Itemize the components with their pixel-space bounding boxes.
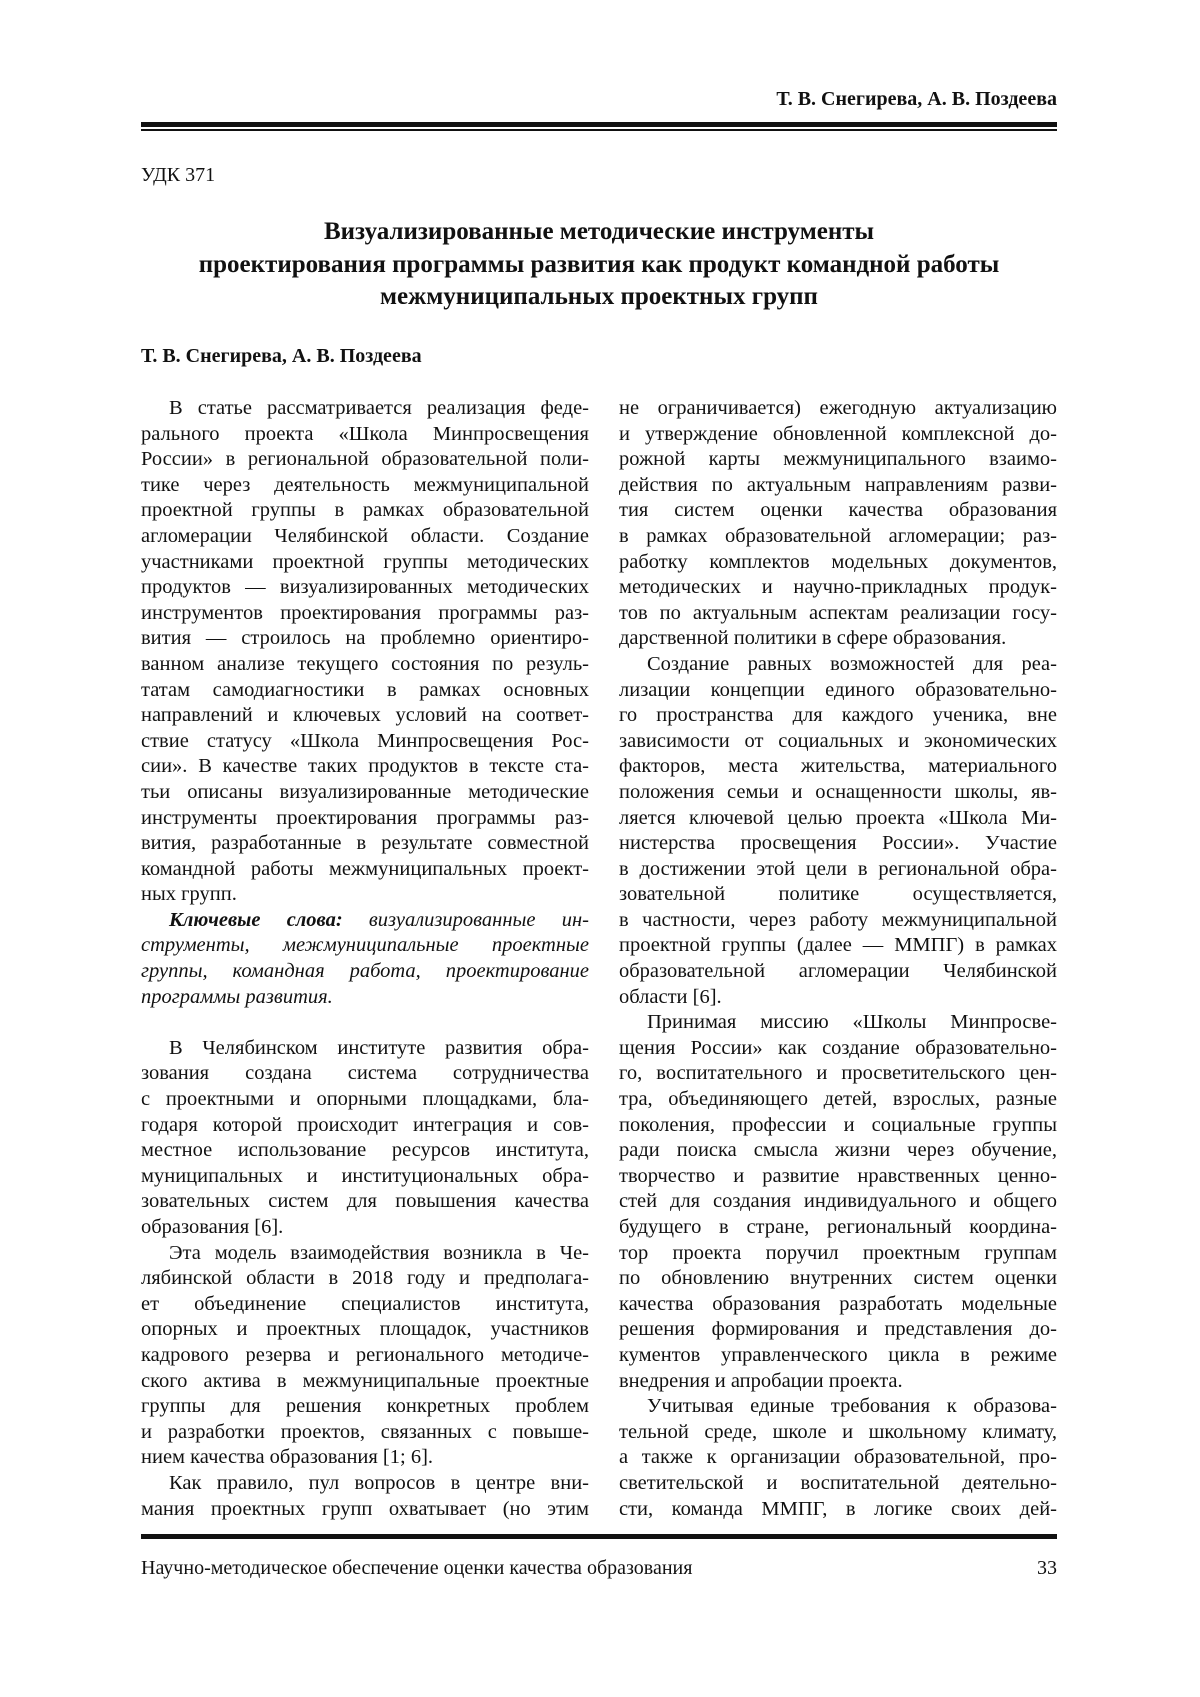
text-line: с проектными и опорными площадками, бла- — [141, 1087, 589, 1113]
text-line: решения формирования и представления до- — [619, 1317, 1057, 1343]
text-line: а также к организации образовательной, про- — [619, 1445, 1057, 1471]
text-line: направлений и ключевых условий на соответ- — [141, 703, 589, 729]
keywords-line: струменты, межмуниципальные проектные — [141, 933, 589, 959]
text-line: Как правило, пул вопросов в центре вни- — [141, 1471, 589, 1497]
text-line: в достижении этой цели в региональной обра- — [619, 857, 1057, 883]
text-line: дарственной политики в сфере образования. — [619, 626, 1057, 652]
article-authors: Т. В. Снегирева, А. В. Поздеева — [141, 343, 422, 369]
keywords — [141, 908, 589, 1010]
text-line: инструментов проектирования программы раз- — [141, 601, 589, 627]
text-line: местное использование ресурсов института, — [141, 1138, 589, 1164]
keywords-label: Ключевые слова: — [169, 909, 343, 931]
text-line: действия по актуальным направлениям разви- — [619, 473, 1057, 499]
text-line: рожной карты межмуниципального взаимо- — [619, 447, 1057, 473]
keywords-line: программы развития. — [141, 985, 589, 1011]
text-line: России» в региональной образовательной поли- — [141, 447, 589, 473]
text-line: факторов, места жительства, материального — [619, 754, 1057, 780]
right-column — [619, 396, 1057, 1522]
body-paragraph — [619, 1394, 1057, 1522]
text-line: вития — строилось на проблемно ориентиро- — [141, 626, 589, 652]
running-head-authors: Т. В. Снегирева, А. В. Поздеева — [776, 86, 1057, 112]
text-line: годаря которой происходит интеграция и сов- — [141, 1113, 589, 1139]
text-line: тра, объединяющего детей, взрослых, разные — [619, 1087, 1057, 1113]
text-line: сти, команда ММПГ, в логике своих дей- — [619, 1497, 1057, 1523]
text-line: В Челябинском институте развития обра- — [141, 1036, 589, 1062]
text-line: образовательной агломерации Челябинской — [619, 959, 1057, 985]
text-line: тор проекта поручил проектным группам — [619, 1241, 1057, 1267]
footer-rule — [141, 1534, 1057, 1539]
text-line: щения России» как создание образовательно- — [619, 1036, 1057, 1062]
text-line: рального проекта «Школа Минпросвещения — [141, 422, 589, 448]
body-paragraph — [141, 1036, 589, 1241]
body-paragraph — [619, 652, 1057, 1010]
text-line: сии». В качестве таких продуктов в тексте ста- — [141, 754, 589, 780]
text-line: лябинской области в 2018 году и предполага- — [141, 1266, 589, 1292]
title-line: межмуниципальных проектных групп — [141, 281, 1057, 314]
text-line: кументов управленческого цикла в режиме — [619, 1343, 1057, 1369]
body-paragraph — [141, 1471, 589, 1522]
text-line: нистерства просвещения России». Участие — [619, 831, 1057, 857]
text-line: ляется ключевой целью проекта «Школа Ми- — [619, 806, 1057, 832]
body-paragraph — [619, 1010, 1057, 1394]
text-line: тов по актуальным аспектам реализации госу- — [619, 601, 1057, 627]
text-line: ванном анализе текущего состояния по резуль- — [141, 652, 589, 678]
text-line: кадрового резерва и регионального методиче- — [141, 1343, 589, 1369]
text-line: тике через деятельность межмуниципальной — [141, 473, 589, 499]
text-line: зовательных систем для повышения качества — [141, 1189, 589, 1215]
body-paragraph — [619, 396, 1057, 652]
text-line: области [6]. — [619, 985, 1057, 1011]
text-line: в рамках образовательной агломерации; раз- — [619, 524, 1057, 550]
article-title — [141, 216, 1057, 314]
text-line: ных групп. — [141, 882, 589, 908]
text-line: ского актива в межмуниципальные проектные — [141, 1369, 589, 1395]
keywords-text: визуализированные ин- — [343, 909, 589, 931]
text-line: будущего в стране, региональный координа- — [619, 1215, 1057, 1241]
text-line: по обновлению внутренних систем оценки — [619, 1266, 1057, 1292]
abstract — [141, 396, 589, 908]
text-line: продуктов — визуализированных методических — [141, 575, 589, 601]
page-number: 33 — [1037, 1555, 1057, 1581]
text-line: тия систем оценки качества образования — [619, 498, 1057, 524]
text-line: и утверждение обновленной комплексной до- — [619, 422, 1057, 448]
text-line: творчество и развитие нравственных ценно- — [619, 1164, 1057, 1190]
text-line: В статье рассматривается реализация феде- — [141, 396, 589, 422]
text-line: методических и научно-прикладных продук- — [619, 575, 1057, 601]
text-line: тьи описаны визуализированные методические — [141, 780, 589, 806]
text-line: проектной группы (далее — ММПГ) в рамках — [619, 933, 1057, 959]
text-line: го, воспитательного и просветительского цен- — [619, 1061, 1057, 1087]
text-line: ет объединение специалистов института, — [141, 1292, 589, 1318]
keywords-line — [141, 908, 589, 934]
footer-journal-title: Научно-методическое обеспечение оценки качества образования — [141, 1555, 692, 1581]
keywords-line: группы, командная работа, проектирование — [141, 959, 589, 985]
text-line: ради поиска смысла жизни через обучение, — [619, 1138, 1057, 1164]
text-line: зависимости от социальных и экономических — [619, 729, 1057, 755]
section-gap — [141, 1010, 589, 1036]
text-line: внедрения и апробации проекта. — [619, 1369, 1057, 1395]
text-line: опорных и проектных площадок, участников — [141, 1317, 589, 1343]
title-line: проектирования программы развития как продукт командной работы — [141, 249, 1057, 282]
text-line: работку комплектов модельных документов, — [619, 550, 1057, 576]
text-line: вития, разработанные в результате совместной — [141, 831, 589, 857]
text-line: поколения, профессии и социальные группы — [619, 1113, 1057, 1139]
text-line: группы для решения конкретных проблем — [141, 1394, 589, 1420]
text-line: и разработки проектов, связанных с повыше- — [141, 1420, 589, 1446]
text-line: го пространства для каждого ученика, вне — [619, 703, 1057, 729]
title-line: Визуализированные методические инструменты — [141, 216, 1057, 249]
text-line: муниципальных и институциональных обра- — [141, 1164, 589, 1190]
text-line: агломерации Челябинской области. Создание — [141, 524, 589, 550]
text-line: инструменты проектирования программы раз- — [141, 806, 589, 832]
text-line: зования создана система сотрудничества — [141, 1061, 589, 1087]
text-line: положения семьи и оснащенности школы, яв- — [619, 780, 1057, 806]
text-line: нием качества образования [1; 6]. — [141, 1445, 589, 1471]
text-line: в частности, через работу межмуниципальной — [619, 908, 1057, 934]
text-line: проектной группы в рамках образовательной — [141, 498, 589, 524]
text-line: Учитывая единые требования к образова- — [619, 1394, 1057, 1420]
text-line: татам самодиагностики в рамках основных — [141, 678, 589, 704]
udc-code: УДК 371 — [141, 162, 215, 188]
text-line: Создание равных возможностей для реа- — [619, 652, 1057, 678]
text-line: ствие статусу «Школа Минпросвещения Рос- — [141, 729, 589, 755]
text-line: Принимая миссию «Школы Минпросве- — [619, 1010, 1057, 1036]
text-line: стей для создания индивидуального и общего — [619, 1189, 1057, 1215]
text-line: качества образования разработать модельные — [619, 1292, 1057, 1318]
header-rule-thin — [141, 129, 1057, 131]
left-column — [141, 396, 589, 1522]
body-paragraph — [141, 1241, 589, 1471]
text-line: светительской и воспитательной деятельно- — [619, 1471, 1057, 1497]
text-line: лизации концепции единого образовательно- — [619, 678, 1057, 704]
text-line: командной работы межмуниципальных проект- — [141, 857, 589, 883]
text-line: не ограничивается) ежегодную актуализацию — [619, 396, 1057, 422]
text-line: тельной среде, школе и школьному климату, — [619, 1420, 1057, 1446]
text-line: зовательной политике осуществляется, — [619, 882, 1057, 908]
text-line: Эта модель взаимодействия возникла в Че- — [141, 1241, 589, 1267]
text-line: образования [6]. — [141, 1215, 589, 1241]
text-line: участниками проектной группы методических — [141, 550, 589, 576]
header-rule-thick — [141, 122, 1057, 127]
text-line: мания проектных групп охватывает (но этим — [141, 1497, 589, 1523]
